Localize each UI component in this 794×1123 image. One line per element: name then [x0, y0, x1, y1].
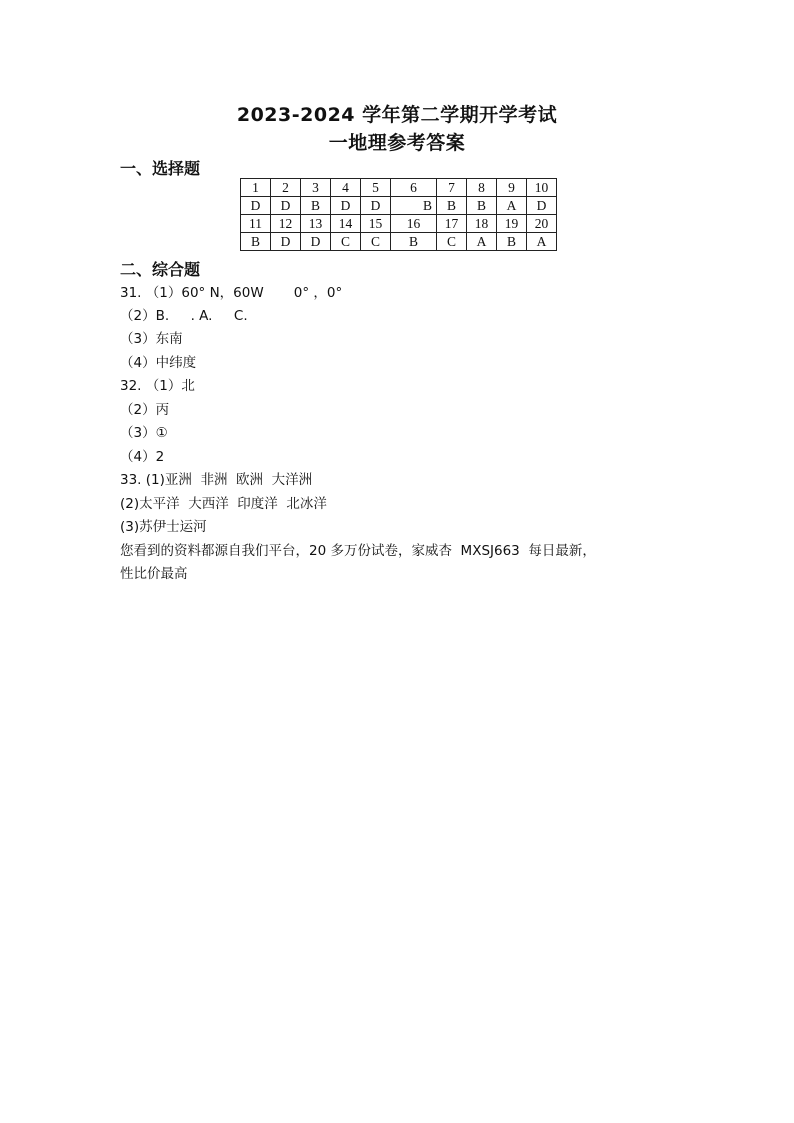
table-cell: 6 [391, 179, 437, 197]
answer-line: 32. （1）北 [120, 378, 195, 394]
answer-line: （3）东南 [120, 331, 183, 347]
table-cell: A [497, 197, 527, 215]
document-subtitle: 一地理参考答案 [328, 132, 466, 154]
table-cell: 3 [301, 179, 331, 197]
table-cell: C [331, 233, 361, 251]
table-cell: 7 [437, 179, 467, 197]
table-cell: 16 [391, 215, 437, 233]
answer-line: (3)苏伊士运河 [120, 519, 207, 535]
table-cell: 2 [271, 179, 301, 197]
table-row [241, 233, 557, 251]
table-cell: 19 [497, 215, 527, 233]
table-cell: 12 [271, 215, 301, 233]
answer-table [240, 178, 557, 251]
table-row [241, 215, 557, 233]
footer-note: 性比价最高 [120, 566, 188, 582]
table-cell: C [437, 233, 467, 251]
table-cell: A [467, 233, 497, 251]
table-row [241, 197, 557, 215]
table-cell: B [301, 197, 331, 215]
answer-line: （3）① [120, 425, 168, 441]
table-cell: C [361, 233, 391, 251]
table-cell: D [301, 233, 331, 251]
table-cell: 11 [241, 215, 271, 233]
answer-line: （4）2 [120, 449, 165, 465]
section-heading-choice: 一、选择题 [120, 159, 201, 178]
table-cell: D [361, 197, 391, 215]
table-cell: 15 [361, 215, 391, 233]
table-cell: 10 [527, 179, 557, 197]
table-cell: D [241, 197, 271, 215]
table-cell: D [527, 197, 557, 215]
table-cell: 9 [497, 179, 527, 197]
answer-line: 33. (1)亚洲 非洲 欧洲 大洋洲 [120, 472, 313, 488]
answer-line: （2）B. . A. C. [120, 308, 248, 324]
table-cell: 8 [467, 179, 497, 197]
document-title: 2023-2024 学年第二学期开学考试 [236, 104, 558, 126]
table-cell: D [331, 197, 361, 215]
table-cell: 4 [331, 179, 361, 197]
table-cell: 5 [361, 179, 391, 197]
table-cell: 18 [467, 215, 497, 233]
table-cell: A [527, 233, 557, 251]
answer-line: （2）丙 [120, 402, 170, 418]
table-cell: B [391, 197, 437, 215]
table-cell: B [437, 197, 467, 215]
table-cell: B [391, 233, 437, 251]
table-cell: D [271, 233, 301, 251]
table-cell: B [241, 233, 271, 251]
footer-note: 您看到的资料都源自我们平台，20 多万份试卷，家威杏 MXSJ663 每日最新， [120, 543, 596, 559]
table-cell: 13 [301, 215, 331, 233]
table-cell: B [497, 233, 527, 251]
answer-line: (2)太平洋 大西洋 印度洋 北冰洋 [120, 496, 327, 512]
table-cell: D [271, 197, 301, 215]
table-row [241, 179, 557, 197]
answer-line: （4）中纬度 [120, 355, 197, 371]
table-cell: 17 [437, 215, 467, 233]
table-cell: 1 [241, 179, 271, 197]
table-cell: 20 [527, 215, 557, 233]
section-heading-comprehensive: 二、综合题 [120, 260, 201, 279]
table-cell: B [467, 197, 497, 215]
table-cell: 14 [331, 215, 361, 233]
answer-line: 31. （1）60° N，60W 0° ，0° [120, 285, 343, 301]
